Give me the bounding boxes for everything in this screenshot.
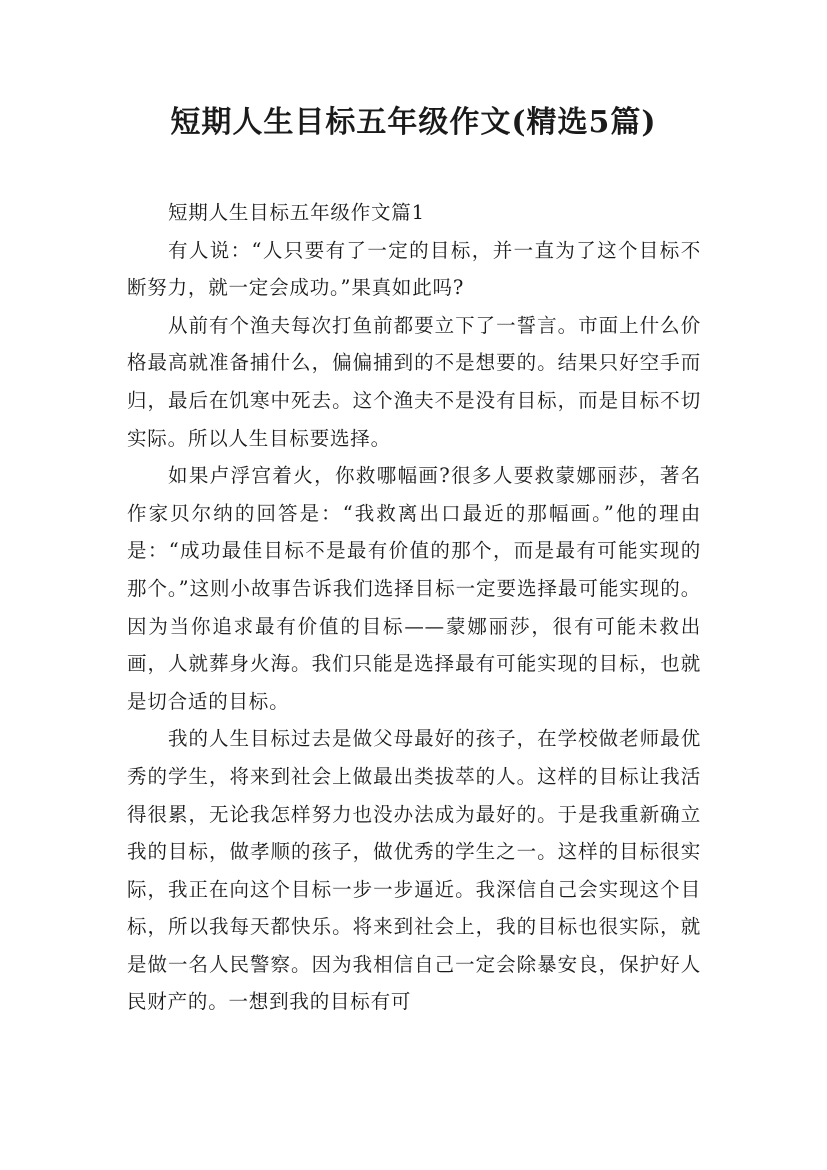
paragraph-4: 我的人生目标过去是做父母最好的孩子，在学校做老师最优秀的学生，将来到社会上做最出类拔萃的人。这样的目标让我活得很累，无论我怎样努力也没办法成为最好的。于是我重新确立我的目标，做孝顺的孩子，做优秀的学生之一。这样的目标很实际，我正在向这个目标一步一步逼近。我深信自己会实现这个目标，所以我每天都快乐。将来到社会上，我的目标也很实际，就是做一名人民警察。因为我相信自己一定会除暴安良，保护好人民财产的。一想到我的目标有可 bbox=[127, 727, 701, 1014]
article-body bbox=[127, 194, 701, 1021]
paragraph-1: 有人说：“人只要有了一定的目标，并一直为了这个目标不断努力，就一定会成功。”果真如此吗? bbox=[127, 238, 701, 300]
paragraph-3: 如果卢浮宫着火，你救哪幅画?很多人要救蒙娜丽莎，著名作家贝尔纳的回答是：“我救离出口最近的那幅画。”他的理由是：“成功最佳目标不是最有价值的那个，而是最有可能实现的那个。”这则小故事告诉我们选择目标一定要选择最可能实现的。因为当你追求最有价值的目标——蒙娜丽莎，很有可能未救出画，人就葬身火海。我们只能是选择最有可能实现的目标，也就是切合适的目标。 bbox=[127, 464, 701, 713]
document-title: 短期人生目标五年级作文(精选5篇) bbox=[170, 105, 657, 140]
paragraph-2: 从前有个渔夫每次打鱼前都要立下了一誓言。市面上什么价格最高就准备捕什么，偏偏捕到的不是想要的。结果只好空手而归，最后在饥寒中死去。这个渔夫不是没有目标，而是目标不切实际。所以人生目标要选择。 bbox=[127, 313, 701, 450]
section-heading: 短期人生目标五年级作文篇1 bbox=[168, 201, 425, 224]
